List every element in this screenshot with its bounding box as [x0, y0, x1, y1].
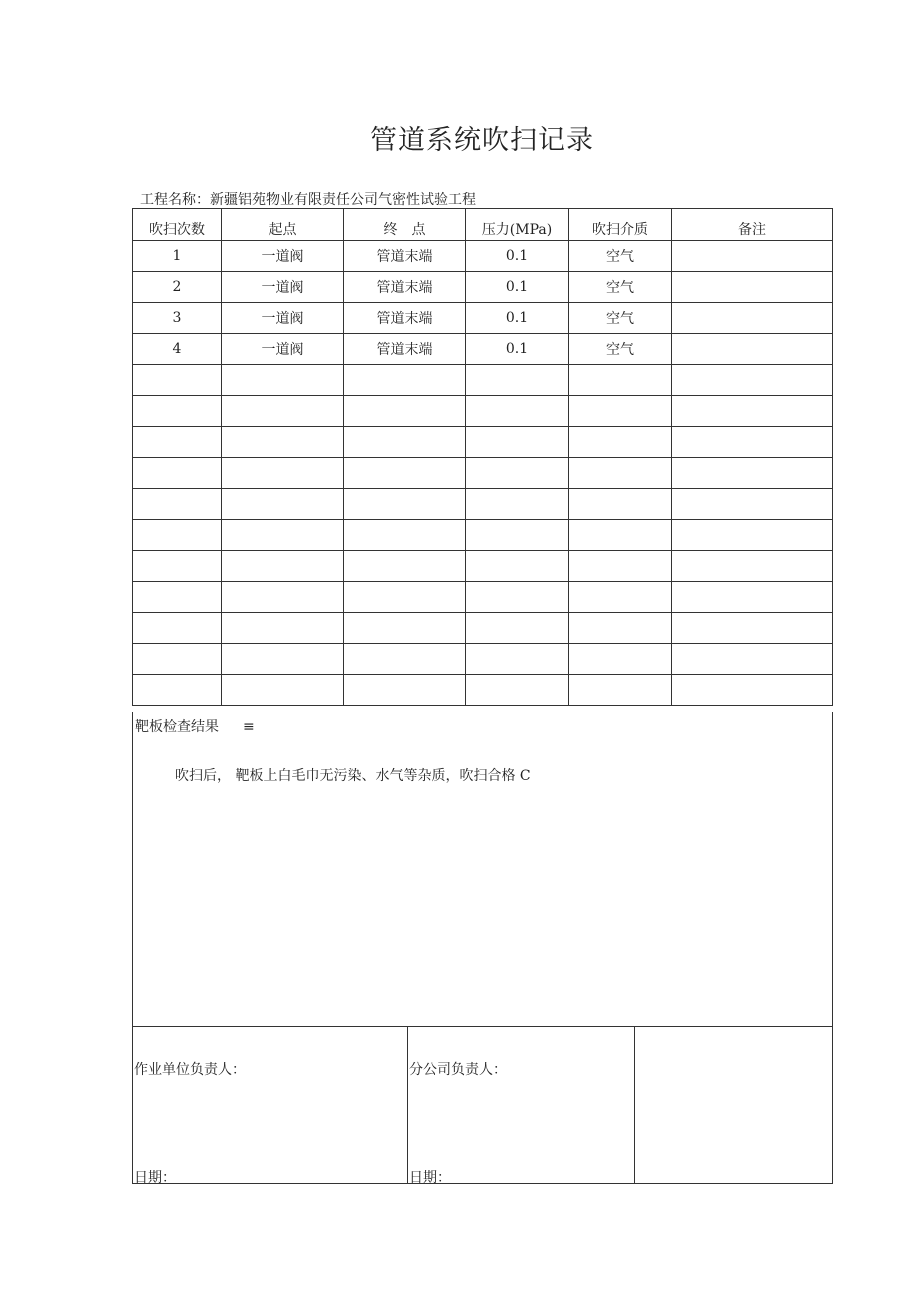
table-cell — [133, 489, 222, 520]
table-cell: 一道阀 — [222, 303, 344, 334]
table-cell: 0.1 — [466, 241, 569, 272]
table-cell — [466, 551, 569, 582]
table-cell: 一道阀 — [222, 272, 344, 303]
table-cell — [344, 396, 466, 427]
table-row — [133, 489, 833, 520]
table-cell — [672, 458, 833, 489]
table-cell — [222, 675, 344, 706]
table-cell: 3 — [133, 303, 222, 334]
table-cell — [466, 613, 569, 644]
table-cell — [569, 458, 672, 489]
table-row — [133, 644, 833, 675]
table-cell: 0.1 — [466, 303, 569, 334]
table-cell — [222, 520, 344, 551]
column-header: 吹扫次数 — [133, 209, 222, 241]
table-cell — [222, 396, 344, 427]
table-cell — [344, 675, 466, 706]
table-cell: 2 — [133, 272, 222, 303]
table-cell — [466, 520, 569, 551]
table-cell — [466, 427, 569, 458]
table-cell — [344, 644, 466, 675]
purge-record-table — [132, 208, 833, 706]
signature-table — [132, 1026, 833, 1184]
table-cell — [344, 582, 466, 613]
table-row — [133, 303, 833, 334]
table-row — [133, 272, 833, 303]
table-cell — [133, 644, 222, 675]
table-cell — [344, 520, 466, 551]
table-cell — [672, 582, 833, 613]
table-cell: 空气 — [569, 241, 672, 272]
column-header: 终 点 — [344, 209, 466, 241]
work-unit-manager-label: 作业单位负责人： — [134, 1062, 246, 1078]
branch-date-label: 日期： — [409, 1170, 451, 1186]
table-cell: 一道阀 — [222, 241, 344, 272]
table-cell — [569, 675, 672, 706]
table-cell: 0.1 — [466, 334, 569, 365]
table-cell — [672, 644, 833, 675]
table-cell: 空气 — [569, 272, 672, 303]
table-cell: 4 — [133, 334, 222, 365]
table-cell: 空气 — [569, 334, 672, 365]
column-header: 压力(MPa) — [466, 209, 569, 241]
table-row — [133, 334, 833, 365]
table-cell: 管道末端 — [344, 334, 466, 365]
table-cell — [222, 613, 344, 644]
table-cell — [466, 489, 569, 520]
table-cell — [672, 396, 833, 427]
project-label: 工程名称： — [140, 192, 210, 208]
table-cell — [672, 427, 833, 458]
table-cell — [133, 551, 222, 582]
table-row — [133, 613, 833, 644]
table-cell — [133, 520, 222, 551]
table-cell — [133, 365, 222, 396]
table-row — [133, 427, 833, 458]
work-unit-date-label: 日期： — [134, 1170, 176, 1186]
table-cell — [133, 427, 222, 458]
table-cell — [466, 458, 569, 489]
table-cell — [133, 675, 222, 706]
table-row — [133, 582, 833, 613]
table-cell — [569, 582, 672, 613]
project-name: 新疆铝苑物业有限责任公司气密性试验工程 — [210, 192, 476, 208]
result-mark: ≡ — [243, 719, 255, 735]
project-line — [140, 189, 476, 209]
result-label: 靶板检查结果 — [135, 719, 219, 735]
table-cell: 1 — [133, 241, 222, 272]
table-cell — [672, 675, 833, 706]
table-cell — [222, 551, 344, 582]
table-cell — [466, 582, 569, 613]
table-cell: 空气 — [569, 303, 672, 334]
table-cell — [569, 365, 672, 396]
table-cell: 管道末端 — [344, 303, 466, 334]
table-row — [133, 551, 833, 582]
table-cell — [344, 613, 466, 644]
table-header-row — [133, 209, 833, 241]
table-cell — [672, 365, 833, 396]
table-cell — [569, 520, 672, 551]
table-cell — [222, 644, 344, 675]
table-cell — [133, 458, 222, 489]
table-cell — [466, 396, 569, 427]
table-row — [133, 365, 833, 396]
column-header: 备注 — [672, 209, 833, 241]
table-row — [133, 458, 833, 489]
work-unit-signature-cell — [133, 1027, 408, 1184]
table-cell — [344, 427, 466, 458]
target-plate-result-box — [132, 712, 833, 1027]
table-cell — [222, 427, 344, 458]
table-cell — [672, 520, 833, 551]
table-cell — [569, 489, 672, 520]
table-cell — [672, 303, 833, 334]
table-cell — [133, 396, 222, 427]
table-cell — [222, 582, 344, 613]
table-cell — [222, 458, 344, 489]
table-cell — [672, 334, 833, 365]
table-cell: 0.1 — [466, 272, 569, 303]
table-cell: 管道末端 — [344, 241, 466, 272]
table-row — [133, 520, 833, 551]
table-cell — [672, 551, 833, 582]
table-cell — [222, 365, 344, 396]
blank-signature-cell — [635, 1027, 833, 1184]
table-cell — [569, 644, 672, 675]
branch-signature-cell — [408, 1027, 635, 1184]
table-cell — [466, 675, 569, 706]
table-cell: 管道末端 — [344, 272, 466, 303]
table-cell — [672, 272, 833, 303]
table-row — [133, 241, 833, 272]
page-title: 管道系统吹扫记录 — [370, 125, 594, 156]
table-cell — [344, 365, 466, 396]
column-header: 吹扫介质 — [569, 209, 672, 241]
table-cell — [222, 489, 344, 520]
table-cell — [569, 551, 672, 582]
branch-manager-label: 分公司负责人： — [409, 1062, 507, 1078]
table-cell — [569, 396, 672, 427]
table-row — [133, 396, 833, 427]
table-cell — [569, 427, 672, 458]
table-cell — [569, 613, 672, 644]
table-cell: 一道阀 — [222, 334, 344, 365]
result-text: 吹扫后， 靶板上白毛巾无污染、水气等杂质，吹扫合格 C — [175, 768, 531, 784]
table-cell — [672, 489, 833, 520]
table-cell — [344, 458, 466, 489]
table-cell — [672, 613, 833, 644]
table-cell — [133, 582, 222, 613]
table-cell — [133, 613, 222, 644]
column-header: 起点 — [222, 209, 344, 241]
table-cell — [672, 241, 833, 272]
table-cell — [466, 365, 569, 396]
table-cell — [344, 551, 466, 582]
table-cell — [466, 644, 569, 675]
table-row — [133, 675, 833, 706]
table-cell — [344, 489, 466, 520]
